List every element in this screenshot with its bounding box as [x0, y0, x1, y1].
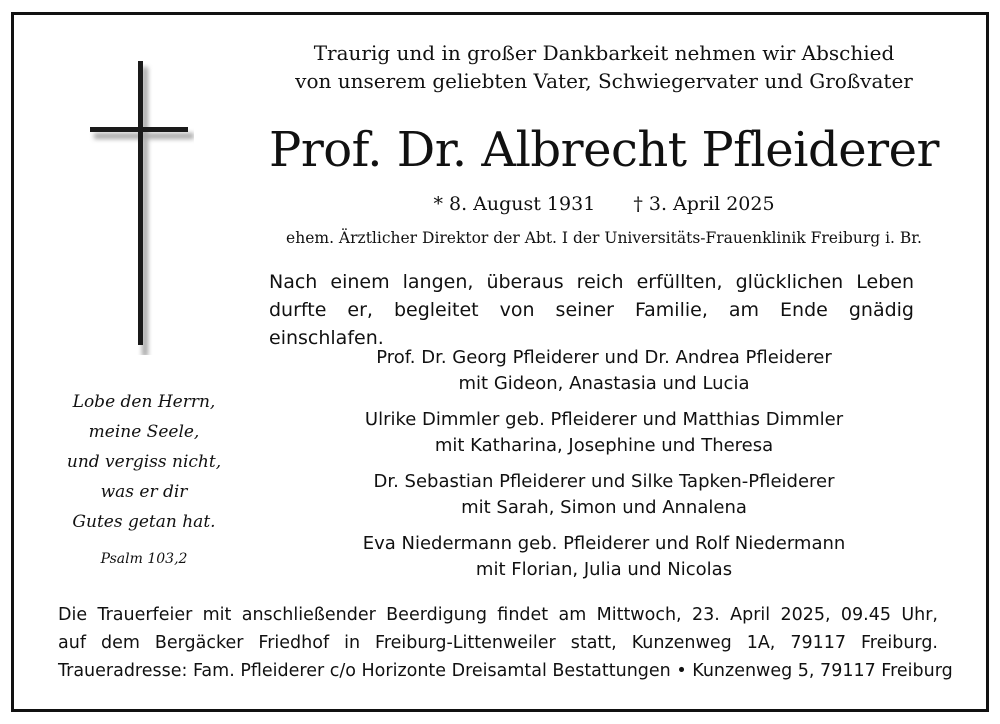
message-line: Nach einem langen, überaus reich erfüllten, glücklichen Leben: [269, 271, 914, 293]
intro-line: von unserem geliebten Vater, Schwiegervater und Großvater: [295, 69, 913, 93]
bible-verse: [44, 387, 244, 537]
funeral-line: auf dem Bergäcker Friedhof in Freiburg-Littenweiler statt, Kunzenweg 1A, 79117 Freiburg.: [58, 633, 938, 653]
former-position: ehem. Ärztlicher Direktor der Abt. I der Universitäts-Frauenklinik Freiburg i. Br.: [286, 229, 922, 247]
mourners-list: [244, 345, 964, 593]
life-dates: [244, 191, 964, 217]
intro-text: [244, 39, 964, 95]
birth-date: * 8. August 1931: [433, 193, 596, 215]
family-group: [244, 407, 964, 459]
farewell-message: [269, 268, 914, 352]
family-parents: Prof. Dr. Georg Pfleiderer und Dr. Andrea Pfleiderer: [376, 347, 832, 368]
family-group: [244, 531, 964, 583]
funeral-line: Die Trauerfeier mit anschließender Beerdigung findet am Mittwoch, 23. April 2025, 09.45 Uhr,: [58, 605, 938, 625]
deceased-name: Prof. Dr. Albrecht Pfleiderer: [269, 122, 939, 178]
family-children: mit Gideon, Anastasia und Lucia: [458, 373, 750, 394]
death-date: † 3. April 2025: [633, 193, 775, 215]
cross-icon: [84, 55, 194, 355]
family-group: [244, 469, 964, 521]
obituary-notice: [11, 12, 989, 712]
family-parents: Dr. Sebastian Pfleiderer und Silke Tapken-Pfleiderer: [373, 471, 835, 492]
family-children: mit Katharina, Josephine und Theresa: [434, 435, 774, 456]
family-children: mit Sarah, Simon und Annalena: [461, 497, 747, 518]
verse-line: Gutes getan hat.: [72, 512, 216, 532]
family-parents: Eva Niedermann geb. Pfleiderer und Rolf Niedermann: [362, 533, 846, 554]
family-children: mit Florian, Julia und Nicolas: [475, 559, 733, 580]
verse-line: was er dir: [100, 482, 188, 502]
message-line: durfte er, begleitet von seiner Familie, am Ende gnädig einschlafen.: [269, 299, 914, 349]
intro-line: Traurig und in großer Dankbarkeit nehmen wir Abschied: [313, 41, 895, 65]
verse-reference: Psalm 103,2: [100, 551, 188, 567]
mourning-address: Traueradresse: Fam. Pfleiderer c/o Horizonte Dreisamtal Bestattungen • Kunzenweg 5, 79117 Freiburg: [58, 661, 953, 681]
verse-line: Lobe den Herrn,: [72, 392, 216, 412]
funeral-details: [58, 601, 953, 685]
family-group: [244, 345, 964, 397]
verse-line: meine Seele,: [88, 422, 200, 442]
family-parents: Ulrike Dimmler geb. Pfleiderer und Matthias Dimmler: [364, 409, 844, 430]
verse-line: und vergiss nicht,: [66, 452, 222, 472]
